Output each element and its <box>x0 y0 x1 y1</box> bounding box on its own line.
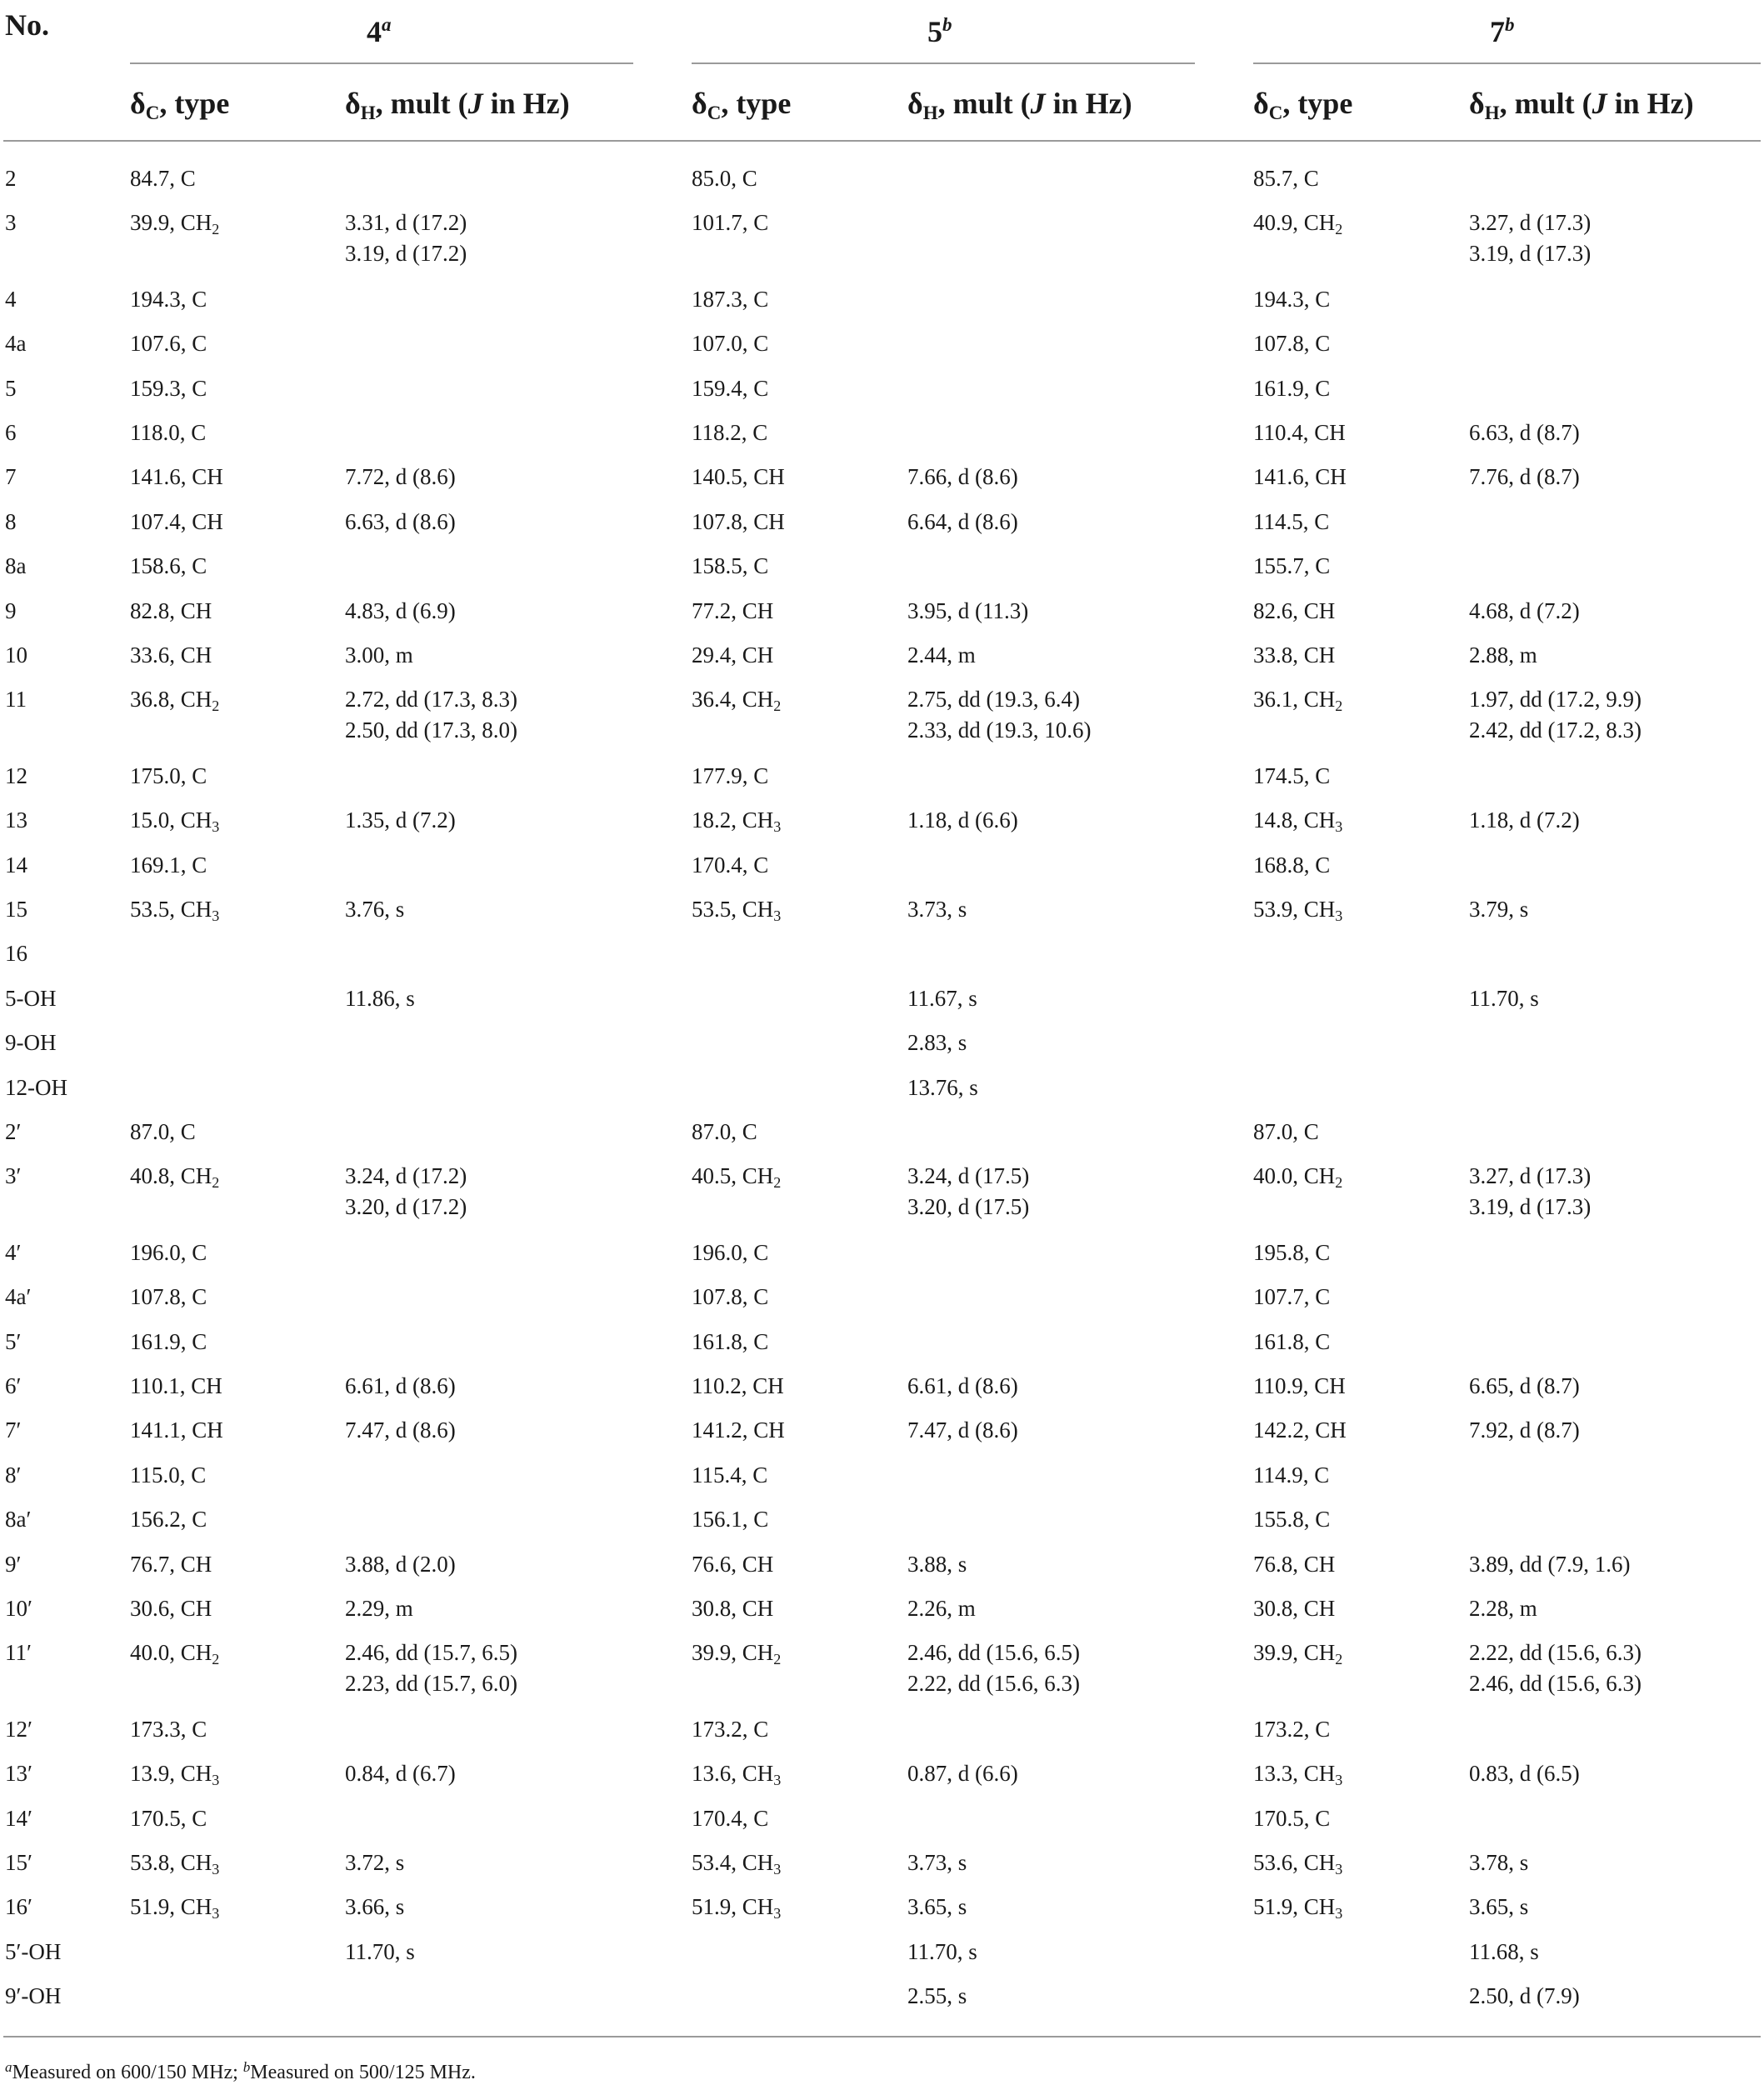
cell-h-mult-7: 2.88, m <box>1469 642 1537 668</box>
cell-no: 4 <box>5 287 17 312</box>
cell-no: 15′ <box>5 1850 32 1875</box>
cell-no: 4a <box>5 331 27 356</box>
cell-h-mult-7: 2.50, d (7.9) <box>1469 1983 1580 2008</box>
cell-no: 3′ <box>5 1163 22 1188</box>
cell-h-mult-5: 3.24, d (17.5) 3.20, d (17.5) <box>907 1163 1030 1219</box>
cell-no: 9 <box>5 598 17 623</box>
cell-c-type-4: 141.6, CH <box>130 464 223 489</box>
cell-c-type-5: 161.8, C <box>692 1329 769 1354</box>
cell-no: 3 <box>5 210 17 235</box>
cell-c-type-5: 159.4, C <box>692 376 769 401</box>
subheader-dh-mult: δH, mult (J in Hz) <box>907 87 1132 123</box>
cell-h-mult-5: 11.70, s <box>907 1939 977 1964</box>
cell-c-type-4: 36.8, $CH_2$ <box>130 687 220 714</box>
subheader-dc-type: δC, type <box>1253 87 1353 123</box>
cell-c-type-5: 13.6, $CH_3$ <box>692 1761 782 1788</box>
cell-no: 5-OH <box>5 986 57 1011</box>
cell-h-mult-7: 2.28, m <box>1469 1596 1537 1621</box>
cell-h-mult-7: 3.27, d (17.3) 3.19, d (17.3) <box>1469 1163 1592 1219</box>
cell-no: 4a′ <box>5 1284 32 1309</box>
cell-c-type-4: 194.3, C <box>130 287 207 312</box>
cell-no: 11′ <box>5 1640 32 1665</box>
cell-h-mult-5: 11.67, s <box>907 986 977 1011</box>
header-compound-7: 7$^b$ <box>1490 14 1515 48</box>
cell-c-type-7: 114.5, C <box>1253 509 1330 534</box>
cell-c-type-4: 156.2, C <box>130 1507 207 1532</box>
cell-c-type-7: 170.5, C <box>1253 1806 1331 1831</box>
cell-h-mult-4: 6.63, d (8.6) <box>345 509 456 534</box>
cell-c-type-5: 30.8, CH <box>692 1596 774 1621</box>
cell-c-type-4: 53.8, $CH_3$ <box>130 1850 220 1878</box>
cell-c-type-5: 77.2, CH <box>692 598 774 623</box>
cell-no: 15 <box>5 897 27 922</box>
cell-c-type-7: 114.9, C <box>1253 1462 1330 1488</box>
cell-h-mult-5: 3.65, s <box>907 1894 967 1919</box>
cell-h-mult-5: 1.18, d (6.6) <box>907 808 1018 832</box>
cell-h-mult-7: 6.65, d (8.7) <box>1469 1373 1580 1398</box>
cell-h-mult-5: 13.76, s <box>907 1075 978 1100</box>
header-compound-5: 5$^b$ <box>927 14 952 48</box>
cell-no: 16 <box>5 941 27 966</box>
cell-c-type-7: 107.8, C <box>1253 331 1331 356</box>
cell-c-type-4: 141.1, CH <box>130 1418 223 1442</box>
table-footnote: $^a$Measured on 600/150 MHz; $^b$Measured on 500/125 MHz. <box>5 2059 476 2083</box>
cell-c-type-5: 170.4, C <box>692 852 769 878</box>
cell-c-type-7: 107.7, C <box>1253 1284 1331 1309</box>
cell-h-mult-7: 7.92, d (8.7) <box>1469 1418 1580 1442</box>
subheader-dh-mult: δH, mult (J in Hz) <box>1469 87 1694 123</box>
cell-c-type-5: 51.9, $CH_3$ <box>692 1894 782 1922</box>
cell-c-type-7: 161.8, C <box>1253 1329 1331 1354</box>
cell-c-type-7: 76.8, CH <box>1253 1552 1336 1577</box>
table-bottom-rule <box>3 2036 1761 2038</box>
cell-c-type-7: 85.7, C <box>1253 166 1319 191</box>
cell-c-type-5: 107.0, C <box>692 331 769 356</box>
cell-c-type-5: 29.4, CH <box>692 642 774 668</box>
cell-c-type-4: 107.4, CH <box>130 509 223 534</box>
cell-no: 14′ <box>5 1806 32 1831</box>
cell-h-mult-5: 6.61, d (8.6) <box>907 1373 1018 1398</box>
cell-no: 2 <box>5 166 17 191</box>
cell-c-type-7: 87.0, C <box>1253 1119 1319 1144</box>
cell-c-type-7: 168.8, C <box>1253 852 1331 878</box>
cell-h-mult-7: 2.22, dd (15.6, 6.3) 2.46, dd (15.6, 6.3) <box>1469 1640 1642 1696</box>
cell-c-type-4: 82.8, CH <box>130 598 212 623</box>
cell-h-mult-7: 3.78, s <box>1469 1850 1529 1875</box>
cell-h-mult-4: 11.70, s <box>345 1939 415 1964</box>
cell-c-type-4: 51.9, $CH_3$ <box>130 1894 220 1922</box>
cell-c-type-7: 82.6, CH <box>1253 598 1336 623</box>
cell-no: 11 <box>5 687 27 712</box>
cell-h-mult-5: 2.26, m <box>907 1596 976 1621</box>
cell-h-mult-4: 0.84, d (6.7) <box>345 1761 456 1786</box>
cell-c-type-5: 40.5, $CH_2$ <box>692 1163 782 1191</box>
cell-h-mult-4: 3.00, m <box>345 642 413 668</box>
cell-h-mult-7: 6.63, d (8.7) <box>1469 420 1580 445</box>
cell-c-type-4: 40.0, $CH_2$ <box>130 1640 220 1668</box>
cell-h-mult-4: 11.86, s <box>345 986 415 1011</box>
cell-no: 9′ <box>5 1552 22 1577</box>
cell-c-type-7: 174.5, C <box>1253 763 1331 788</box>
subheader-dh-mult: δH, mult (J in Hz) <box>345 87 570 123</box>
cell-c-type-5: 196.0, C <box>692 1240 769 1265</box>
cell-c-type-5: 187.3, C <box>692 287 769 312</box>
cell-no: 2′ <box>5 1119 22 1144</box>
cell-h-mult-5: 2.75, dd (19.3, 6.4) 2.33, dd (19.3, 10.6) <box>907 687 1092 742</box>
cell-c-type-7: 142.2, CH <box>1253 1418 1347 1442</box>
cell-c-type-7: 155.7, C <box>1253 553 1331 578</box>
cell-c-type-5: 85.0, C <box>692 166 757 191</box>
cell-no: 12′ <box>5 1717 32 1742</box>
cell-h-mult-7: 3.65, s <box>1469 1894 1529 1919</box>
cell-no: 13 <box>5 808 27 832</box>
cell-c-type-4: 115.0, C <box>130 1462 207 1488</box>
cell-c-type-7: 51.9, $CH_3$ <box>1253 1894 1343 1922</box>
cell-c-type-4: 40.8, $CH_2$ <box>130 1163 220 1191</box>
cell-no: 7 <box>5 464 17 489</box>
cell-c-type-4: 39.9, $CH_2$ <box>130 210 220 238</box>
cell-h-mult-7: 0.83, d (6.5) <box>1469 1761 1580 1786</box>
subheader-dc-type: δC, type <box>692 87 792 123</box>
cell-no: 7′ <box>5 1418 22 1442</box>
cell-c-type-5: 36.4, $CH_2$ <box>692 687 782 714</box>
cell-no: 8a <box>5 553 27 578</box>
cell-c-type-7: 195.8, C <box>1253 1240 1331 1265</box>
cell-c-type-4: 196.0, C <box>130 1240 207 1265</box>
cell-c-type-5: 140.5, CH <box>692 464 785 489</box>
cell-no: 6 <box>5 420 17 445</box>
cell-h-mult-7: 11.70, s <box>1469 986 1539 1011</box>
header-no: No. <box>5 8 49 42</box>
cell-c-type-7: 39.9, $CH_2$ <box>1253 1640 1343 1668</box>
cell-c-type-4: 13.9, $CH_3$ <box>130 1761 220 1788</box>
cell-c-type-4: 161.9, C <box>130 1329 207 1354</box>
cell-c-type-5: 118.2, C <box>692 420 768 445</box>
cell-c-type-4: 169.1, C <box>130 852 207 878</box>
cell-h-mult-4: 3.31, d (17.2) 3.19, d (17.2) <box>345 210 467 266</box>
cell-c-type-7: 40.9, $CH_2$ <box>1253 210 1343 238</box>
cell-no: 4′ <box>5 1240 22 1265</box>
cell-no: 5′-OH <box>5 1939 62 1964</box>
cell-h-mult-4: 3.76, s <box>345 897 405 922</box>
cell-c-type-4: 84.7, C <box>130 166 196 191</box>
cell-no: 16′ <box>5 1894 32 1919</box>
cell-h-mult-5: 2.55, s <box>907 1983 967 2008</box>
cell-c-type-4: 107.6, C <box>130 331 207 356</box>
cell-no: 12 <box>5 763 27 788</box>
cell-c-type-5: 115.4, C <box>692 1462 768 1488</box>
cell-h-mult-4: 7.47, d (8.6) <box>345 1418 456 1442</box>
cell-c-type-5: 110.2, CH <box>692 1373 784 1398</box>
cell-c-type-4: 53.5, $CH_3$ <box>130 897 220 924</box>
cell-c-type-4: 15.0, $CH_3$ <box>130 808 220 835</box>
cell-c-type-4: 118.0, C <box>130 420 207 445</box>
cell-h-mult-4: 3.66, s <box>345 1894 405 1919</box>
cell-c-type-5: 18.2, $CH_3$ <box>692 808 782 835</box>
cell-no: 9′-OH <box>5 1983 62 2008</box>
cell-c-type-7: 40.0, $CH_2$ <box>1253 1163 1343 1191</box>
cell-c-type-7: 110.9, CH <box>1253 1373 1346 1398</box>
cell-c-type-5: 156.1, C <box>692 1507 769 1532</box>
cell-c-type-7: 30.8, CH <box>1253 1596 1336 1621</box>
cell-c-type-7: 155.8, C <box>1253 1507 1331 1532</box>
cell-no: 10′ <box>5 1596 32 1621</box>
cell-h-mult-4: 6.61, d (8.6) <box>345 1373 456 1398</box>
cell-no: 10 <box>5 642 27 668</box>
cell-c-type-5: 141.2, CH <box>692 1418 785 1442</box>
cell-c-type-5: 173.2, C <box>692 1717 769 1742</box>
cell-h-mult-5: 7.66, d (8.6) <box>907 464 1018 489</box>
cell-c-type-4: 33.6, CH <box>130 642 212 668</box>
cell-c-type-7: 36.1, $CH_2$ <box>1253 687 1343 714</box>
cell-no: 8a′ <box>5 1507 32 1532</box>
cell-h-mult-4: 4.83, d (6.9) <box>345 598 456 623</box>
cell-c-type-5: 87.0, C <box>692 1119 757 1144</box>
cell-h-mult-5: 2.83, s <box>907 1030 967 1055</box>
cell-no: 8 <box>5 509 17 534</box>
cell-c-type-4: 76.7, CH <box>130 1552 212 1577</box>
cell-no: 8′ <box>5 1462 22 1488</box>
cell-c-type-5: 158.5, C <box>692 553 769 578</box>
cell-h-mult-4: 3.88, d (2.0) <box>345 1552 456 1577</box>
cell-c-type-7: 141.6, CH <box>1253 464 1347 489</box>
cell-c-type-5: 76.6, CH <box>692 1552 774 1577</box>
cell-h-mult-4: 2.29, m <box>345 1596 413 1621</box>
cell-h-mult-4: 2.46, dd (15.7, 6.5) 2.23, dd (15.7, 6.0) <box>345 1640 517 1696</box>
cell-h-mult-5: 3.88, s <box>907 1552 967 1577</box>
cell-no: 12-OH <box>5 1075 67 1100</box>
cell-c-type-5: 170.4, C <box>692 1806 769 1831</box>
cell-c-type-7: 161.9, C <box>1253 376 1331 401</box>
cell-no: 13′ <box>5 1761 32 1786</box>
subheader-dc-type: δC, type <box>130 87 230 123</box>
cell-h-mult-7: 3.27, d (17.3) 3.19, d (17.3) <box>1469 210 1592 266</box>
cell-h-mult-5: 6.64, d (8.6) <box>907 509 1018 534</box>
cell-h-mult-5: 3.73, s <box>907 1850 967 1875</box>
cell-c-type-4: 110.1, CH <box>130 1373 222 1398</box>
cell-c-type-7: 33.8, CH <box>1253 642 1336 668</box>
cell-c-type-7: 53.6, $CH_3$ <box>1253 1850 1343 1878</box>
cell-c-type-4: 170.5, C <box>130 1806 207 1831</box>
cell-no: 6′ <box>5 1373 22 1398</box>
cell-c-type-5: 39.9, $CH_2$ <box>692 1640 782 1668</box>
cell-c-type-4: 159.3, C <box>130 376 207 401</box>
cell-h-mult-7: 1.18, d (7.2) <box>1469 808 1580 832</box>
cell-c-type-7: 194.3, C <box>1253 287 1331 312</box>
cell-c-type-4: 175.0, C <box>130 763 207 788</box>
cell-c-type-5: 177.9, C <box>692 763 769 788</box>
cell-no: 14 <box>5 852 27 878</box>
cell-c-type-4: 158.6, C <box>130 553 207 578</box>
cell-no: 5′ <box>5 1329 22 1354</box>
cell-h-mult-7: 3.89, dd (7.9, 1.6) <box>1469 1552 1631 1577</box>
cell-h-mult-5: 7.47, d (8.6) <box>907 1418 1018 1442</box>
cell-no: 9-OH <box>5 1030 57 1055</box>
cell-c-type-7: 14.8, $CH_3$ <box>1253 808 1343 835</box>
cell-c-type-5: 53.5, $CH_3$ <box>692 897 782 924</box>
cell-h-mult-7: 1.97, dd (17.2, 9.9) 2.42, dd (17.2, 8.3) <box>1469 687 1642 742</box>
cell-c-type-4: 87.0, C <box>130 1119 196 1144</box>
cell-no: 5 <box>5 376 17 401</box>
cell-h-mult-5: 0.87, d (6.6) <box>907 1761 1018 1786</box>
cell-c-type-4: 30.6, CH <box>130 1596 212 1621</box>
cell-h-mult-7: 11.68, s <box>1469 1939 1539 1964</box>
cell-h-mult-7: 3.79, s <box>1469 897 1529 922</box>
cell-c-type-4: 173.3, C <box>130 1717 207 1742</box>
cell-h-mult-5: 3.95, d (11.3) <box>907 598 1029 623</box>
cell-h-mult-5: 2.46, dd (15.6, 6.5) 2.22, dd (15.6, 6.3) <box>907 1640 1080 1696</box>
cell-c-type-7: 110.4, CH <box>1253 420 1346 445</box>
cell-c-type-4: 107.8, C <box>130 1284 207 1309</box>
cell-h-mult-4: 3.72, s <box>345 1850 405 1875</box>
header-compound-4: 4$^a$ <box>367 14 392 48</box>
cell-c-type-5: 107.8, C <box>692 1284 769 1309</box>
cell-h-mult-4: 7.72, d (8.6) <box>345 464 456 489</box>
cell-c-type-5: 101.7, C <box>692 210 769 235</box>
cell-c-type-7: 53.9, $CH_3$ <box>1253 897 1343 924</box>
cell-h-mult-4: 1.35, d (7.2) <box>345 808 456 832</box>
cell-h-mult-7: 4.68, d (7.2) <box>1469 598 1580 623</box>
cell-h-mult-4: 2.72, dd (17.3, 8.3) 2.50, dd (17.3, 8.0) <box>345 687 517 742</box>
cell-c-type-7: 13.3, $CH_3$ <box>1253 1761 1343 1788</box>
cell-h-mult-4: 3.24, d (17.2) 3.20, d (17.2) <box>345 1163 467 1219</box>
cell-h-mult-7: 7.76, d (8.7) <box>1469 464 1580 489</box>
cell-c-type-5: 53.4, $CH_3$ <box>692 1850 782 1878</box>
cell-h-mult-5: 2.44, m <box>907 642 976 668</box>
cell-c-type-5: 107.8, CH <box>692 509 785 534</box>
cell-h-mult-5: 3.73, s <box>907 897 967 922</box>
cell-c-type-7: 173.2, C <box>1253 1717 1331 1742</box>
